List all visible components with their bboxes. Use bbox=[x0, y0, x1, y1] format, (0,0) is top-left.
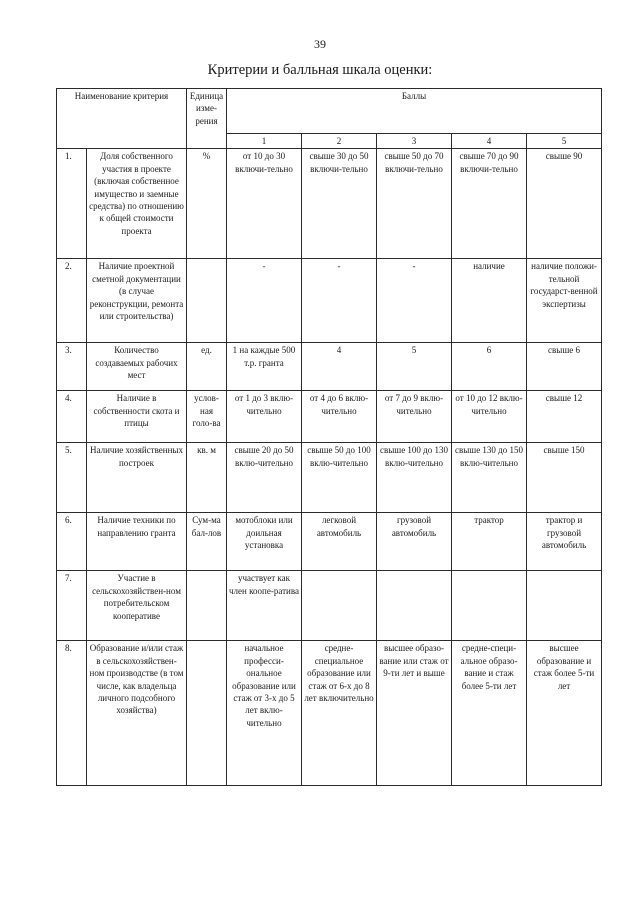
document-title: Критерии и балльная шкала оценки: bbox=[207, 62, 433, 78]
score-cell: свыше 50 до 100 вклю-чительно bbox=[302, 443, 377, 513]
criterion-name: Наличие техники по направлению гранта bbox=[87, 513, 187, 571]
row-number: 1. bbox=[57, 149, 87, 259]
score-cell: свыше 30 до 50 включи-тельно bbox=[302, 149, 377, 259]
row-number: 4. bbox=[57, 391, 87, 443]
score-cell: высшее образо-вание или стаж от 9-ти лет и выше bbox=[377, 641, 452, 786]
table-row bbox=[57, 641, 602, 786]
header-unit: Единица изме-рения bbox=[187, 89, 227, 149]
score-cell: от 10 до 30 включи-тельно bbox=[227, 149, 302, 259]
score-cell: свыше 90 bbox=[527, 149, 602, 259]
row-number: 8. bbox=[57, 641, 87, 786]
score-cell: от 7 до 9 вклю-чительно bbox=[377, 391, 452, 443]
score-cell: 5 bbox=[377, 343, 452, 391]
score-cell: свыше 130 до 150 вклю-чительно bbox=[452, 443, 527, 513]
table-row bbox=[57, 391, 602, 443]
score-cell: трактор bbox=[452, 513, 527, 571]
score-cell: средне-специальное образование или стаж от 6-х до 8 лет включительно bbox=[302, 641, 377, 786]
unit-cell: ед. bbox=[187, 343, 227, 391]
row-number: 7. bbox=[57, 571, 87, 641]
unit-cell: кв. м bbox=[187, 443, 227, 513]
score-cell: свыше 150 bbox=[527, 443, 602, 513]
score-cell bbox=[452, 571, 527, 641]
unit-cell: % bbox=[187, 149, 227, 259]
score-cell: трактор и грузовой автомобиль bbox=[527, 513, 602, 571]
score-cell: мотоблоки или доильная установка bbox=[227, 513, 302, 571]
score-cell: наличие bbox=[452, 259, 527, 343]
unit-cell bbox=[187, 641, 227, 786]
header-score: 3 bbox=[377, 134, 452, 149]
header-criterion-name: Наименование критерия bbox=[57, 89, 187, 149]
score-cell: средне-специ-альное образо-вание и стаж более 5-ти лет bbox=[452, 641, 527, 786]
score-cell: начальное професси-ональное образование или стаж от 3-х до 5 лет вклю-чительно bbox=[227, 641, 302, 786]
score-cell: 1 на каждые 500 т.р. гранта bbox=[227, 343, 302, 391]
table-row bbox=[57, 149, 602, 259]
unit-cell bbox=[187, 259, 227, 343]
score-cell: свыше 20 до 50 вклю-чительно bbox=[227, 443, 302, 513]
score-cell: высшее образование и стаж более 5-ти лет bbox=[527, 641, 602, 786]
score-cell: от 10 до 12 вклю-чительно bbox=[452, 391, 527, 443]
score-cell: свыше 12 bbox=[527, 391, 602, 443]
score-cell: - bbox=[227, 259, 302, 343]
unit-cell: услов-ная голо-ва bbox=[187, 391, 227, 443]
score-cell: свыше 100 до 130 вклю-чительно bbox=[377, 443, 452, 513]
criterion-name: Доля собственного участия в проекте (включая собственное имущество и заемные средства) по отношению к общей стоимости проекта bbox=[87, 149, 187, 259]
criteria-table bbox=[56, 88, 602, 786]
score-cell: от 4 до 6 вклю-чительно bbox=[302, 391, 377, 443]
criterion-name: Наличие хозяйственных построек bbox=[87, 443, 187, 513]
table-row bbox=[57, 443, 602, 513]
header-score: 2 bbox=[302, 134, 377, 149]
score-cell: - bbox=[377, 259, 452, 343]
header-score: 1 bbox=[227, 134, 302, 149]
table-row bbox=[57, 571, 602, 641]
row-number: 2. bbox=[57, 259, 87, 343]
score-cell: легковой автомобиль bbox=[302, 513, 377, 571]
header-score: 4 bbox=[452, 134, 527, 149]
score-cell: наличие положи-тельной государст-венной экспертизы bbox=[527, 259, 602, 343]
score-cell: 4 bbox=[302, 343, 377, 391]
score-cell: участвует как член коопе-ратива bbox=[227, 571, 302, 641]
score-cell: свыше 6 bbox=[527, 343, 602, 391]
criterion-name: Образование и/или стаж в сельскохозяйствен-ном производстве (в том числе, как владельца личного подсобного хозяйства) bbox=[87, 641, 187, 786]
row-number: 3. bbox=[57, 343, 87, 391]
score-cell bbox=[377, 571, 452, 641]
score-cell: грузовой автомобиль bbox=[377, 513, 452, 571]
score-cell bbox=[302, 571, 377, 641]
header-points: Баллы bbox=[227, 89, 602, 134]
criterion-name: Количество создаваемых рабочих мест bbox=[87, 343, 187, 391]
score-cell bbox=[527, 571, 602, 641]
table-row bbox=[57, 513, 602, 571]
criterion-name: Наличие в собственности скота и птицы bbox=[87, 391, 187, 443]
table-row bbox=[57, 343, 602, 391]
score-cell: 6 bbox=[452, 343, 527, 391]
row-number: 6. bbox=[57, 513, 87, 571]
unit-cell: Сум-ма бал-лов bbox=[187, 513, 227, 571]
row-number: 5. bbox=[57, 443, 87, 513]
score-cell: - bbox=[302, 259, 377, 343]
score-cell: от 1 до 3 вклю-чительно bbox=[227, 391, 302, 443]
criterion-name: Наличие проектной сметной документации (в случае реконструкции, ремонта или строительства) bbox=[87, 259, 187, 343]
score-cell: свыше 70 до 90 включи-тельно bbox=[452, 149, 527, 259]
score-cell: свыше 50 до 70 включи-тельно bbox=[377, 149, 452, 259]
criterion-name: Участие в сельскохозяйствен-ном потребительском кооперативе bbox=[87, 571, 187, 641]
page-number: 39 bbox=[314, 37, 326, 51]
unit-cell bbox=[187, 571, 227, 641]
table-row bbox=[57, 259, 602, 343]
header-score: 5 bbox=[527, 134, 602, 149]
